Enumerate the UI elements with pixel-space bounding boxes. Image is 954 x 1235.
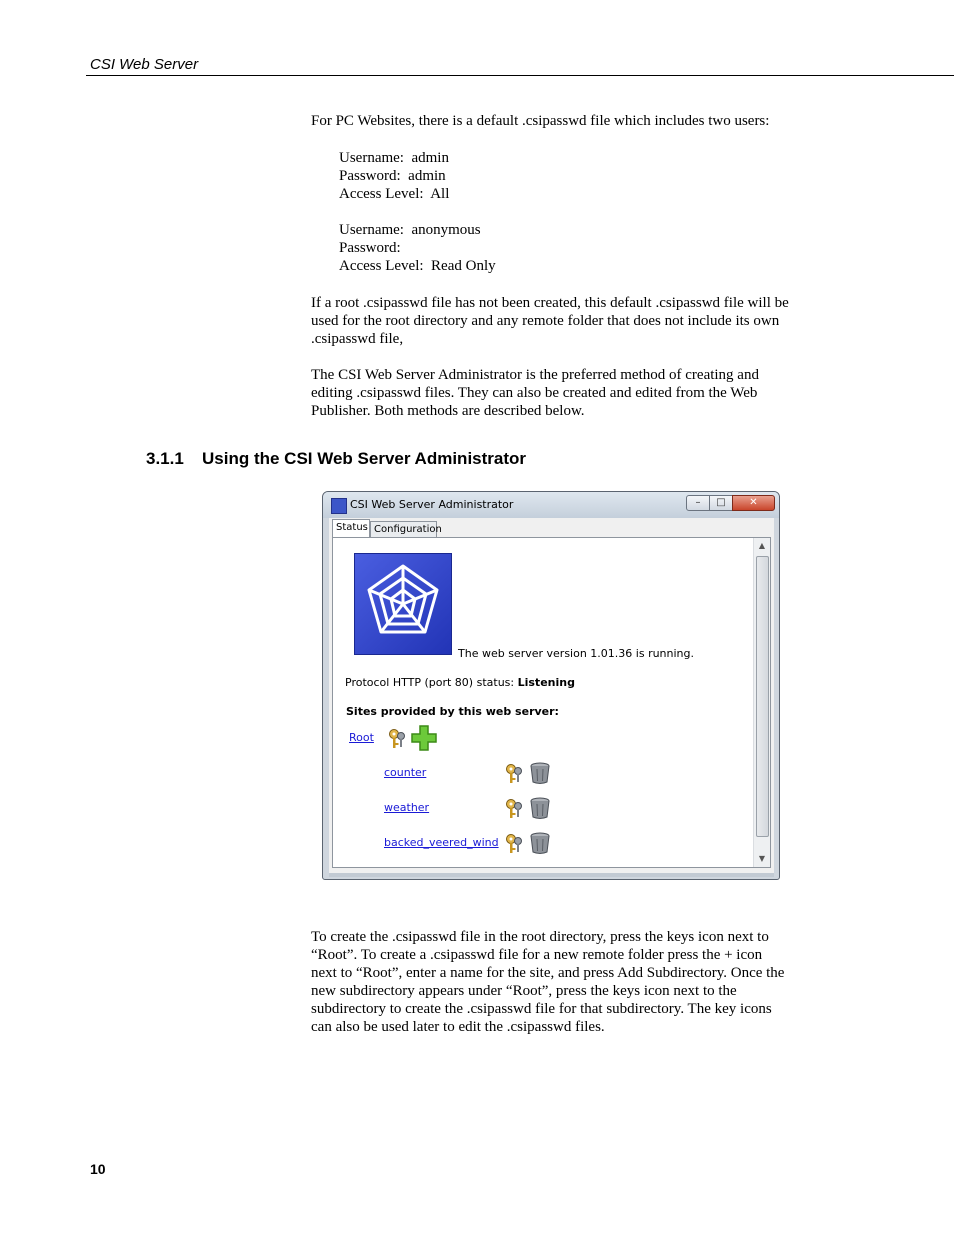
tab-configuration[interactable]: Configuration	[370, 521, 437, 538]
site-link-counter[interactable]: counter	[384, 766, 427, 779]
keys-icon[interactable]	[504, 833, 524, 855]
scroll-down-icon[interactable]: ▼	[758, 854, 766, 863]
intro-paragraph: For PC Websites, there is a default .csipasswd file which includes two users:	[311, 113, 770, 129]
version-text: The web server version 1.01.36 is running.	[458, 647, 695, 660]
window-title: CSI Web Server Administrator	[350, 498, 514, 511]
delete-site-trash-icon[interactable]	[528, 761, 552, 785]
section-title: Using the CSI Web Server Administrator	[202, 449, 527, 468]
section-heading	[146, 449, 526, 469]
protocol-status-value: Listening	[517, 676, 575, 689]
password-line: Password: admin	[339, 168, 446, 184]
status-panel	[332, 537, 771, 868]
maximize-icon[interactable]: □	[709, 495, 733, 511]
site-link-backed-veered-wind[interactable]: backed_veered_wind	[384, 836, 499, 849]
keys-icon[interactable]	[504, 798, 524, 820]
access-level-line: Access Level: Read Only	[339, 258, 496, 274]
sites-heading: Sites provided by this web server:	[346, 705, 559, 718]
scroll-up-icon[interactable]: ▲	[758, 541, 766, 550]
add-site-plus-icon[interactable]	[410, 724, 438, 752]
username-line: Username: admin	[339, 150, 449, 166]
delete-site-trash-icon[interactable]	[528, 796, 552, 820]
create-instructions-paragraph: To create the .csipasswd file in the root directory, press the keys icon next to “Root”. To create a .csipasswd file for a new remote folder press the + icon next to “Root”, enter a name for the site, and press Add Subdirectory. Once the new subdirectory appears under “Root”, press the keys icon next to the subdirectory to create the .csipasswd file for that subdirectory. The key icons can also be used later to edit the .csipasswd files.	[311, 929, 785, 1035]
user-admin-block	[339, 149, 449, 203]
spider-web-logo-icon	[354, 553, 452, 655]
running-header: CSI Web Server	[90, 56, 199, 73]
scrollbar-thumb[interactable]	[756, 556, 769, 837]
window-client-area	[329, 518, 774, 873]
window-titlebar	[323, 492, 779, 518]
window-bottom-edge	[329, 873, 774, 877]
header-rule	[86, 75, 954, 76]
admin-window-screenshot	[322, 491, 780, 880]
site-link-weather[interactable]: weather	[384, 801, 430, 814]
protocol-status-line	[345, 676, 575, 689]
keys-icon[interactable]	[387, 728, 407, 750]
minimize-icon[interactable]: –	[686, 495, 710, 511]
keys-icon[interactable]	[504, 763, 524, 785]
tab-status[interactable]: Status	[332, 519, 370, 538]
access-level-line: Access Level: All	[339, 186, 450, 202]
username-line: Username: anonymous	[339, 222, 481, 238]
root-default-paragraph: If a root .csipasswd file has not been created, this default .csipasswd file will be used for the root directory and any remote folder that does not include its own .csipasswd file,	[311, 295, 789, 347]
delete-site-trash-icon[interactable]	[528, 831, 552, 855]
page-number: 10	[90, 1161, 106, 1177]
admin-method-paragraph: The CSI Web Server Administrator is the preferred method of creating and editing .csipasswd files. They can also be created and edited from the Web Publisher. Both methods are described below.	[311, 367, 759, 419]
section-number: 3.1.1	[146, 449, 184, 468]
vertical-scrollbar[interactable]	[753, 538, 770, 867]
close-icon[interactable]: ✕	[732, 495, 775, 511]
user-anonymous-block	[339, 221, 496, 275]
password-line: Password:	[339, 240, 401, 256]
protocol-label: Protocol HTTP (port 80) status:	[345, 676, 518, 689]
app-web-icon	[331, 498, 347, 514]
site-link-root[interactable]: Root	[349, 731, 374, 744]
